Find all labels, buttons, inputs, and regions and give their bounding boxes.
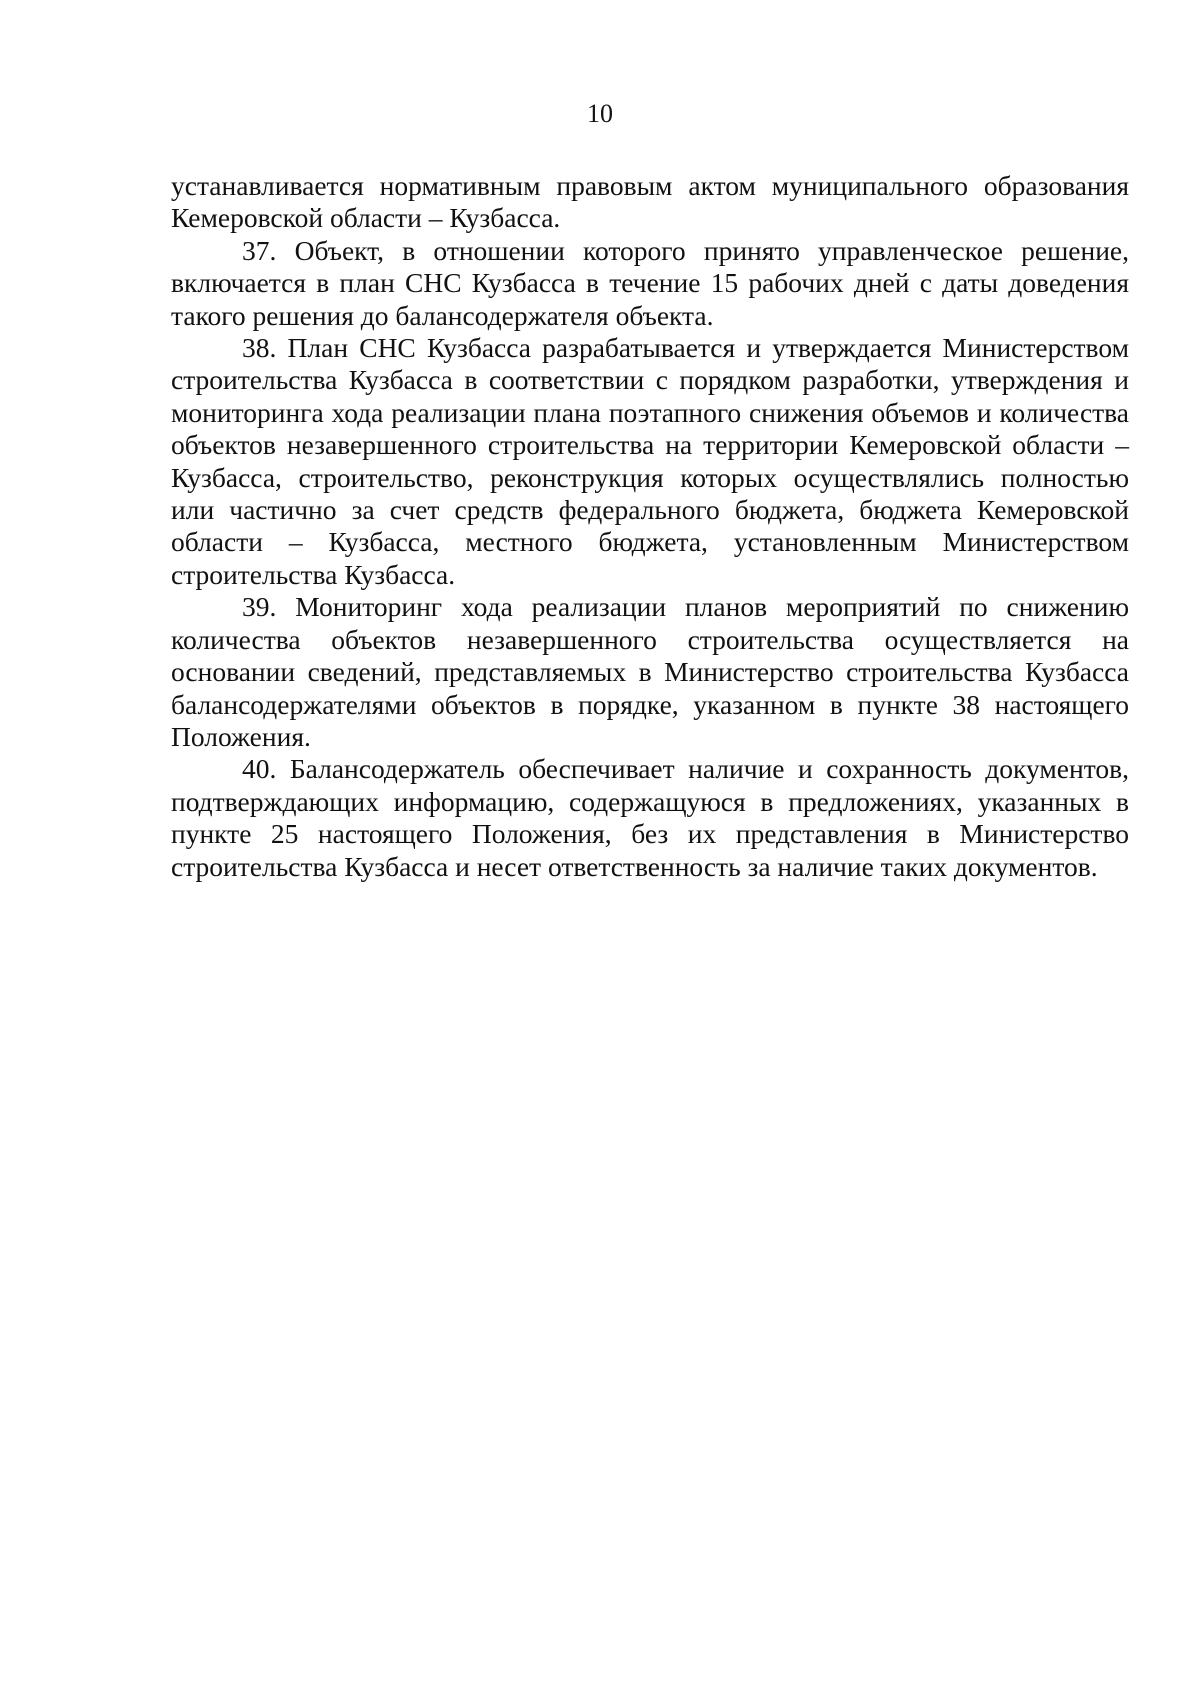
paragraph-38: 38. План СНС Кузбасса разрабатывается и утверждается Министерством строительства Кузбасса в соответствии с порядком разработки, утверждения и мониторинга хода реализации плана поэтапного снижения объемов и количества объектов незавершенного строительства на территории Кемеровской области – Кузбасса, строительство, реконструкция которых осуществлялись полностью или частично за счет средств федерального бюджета, бюджета Кемеровской области – Кузбасса, местного бюджета, установленным Министерством строительства Кузбасса. — [171, 332, 1129, 590]
document-body — [171, 170, 1129, 883]
paragraph-39: 39. Мониторинг хода реализации планов мероприятий по снижению количества объектов незавершенного строительства осуществляется на основании сведений, представляемых в Министерство строительства Кузбасса балансодержателями объектов в порядке, указанном в пункте 38 настоящего Положения. — [171, 591, 1129, 752]
paragraph-37: 37. Объект, в отношении которого принято управленческое решение, включается в план СНС Кузбасса в течение 15 рабочих дней с даты доведения такого решения до балансодержателя объекта. — [171, 234, 1129, 331]
page-number: 10 — [587, 99, 613, 128]
paragraph-continuation: устанавливается нормативным правовым актом муниципального образования Кемеровской области – Кузбасса. — [171, 170, 1129, 234]
paragraph-40: 40. Балансодержатель обеспечивает наличие и сохранность документов, подтверждающих информацию, содержащуюся в предложениях, указанных в пункте 25 настоящего Положения, без их представления в Министерство строительства Кузбасса и несет ответственность за наличие таких документов. — [171, 753, 1129, 882]
